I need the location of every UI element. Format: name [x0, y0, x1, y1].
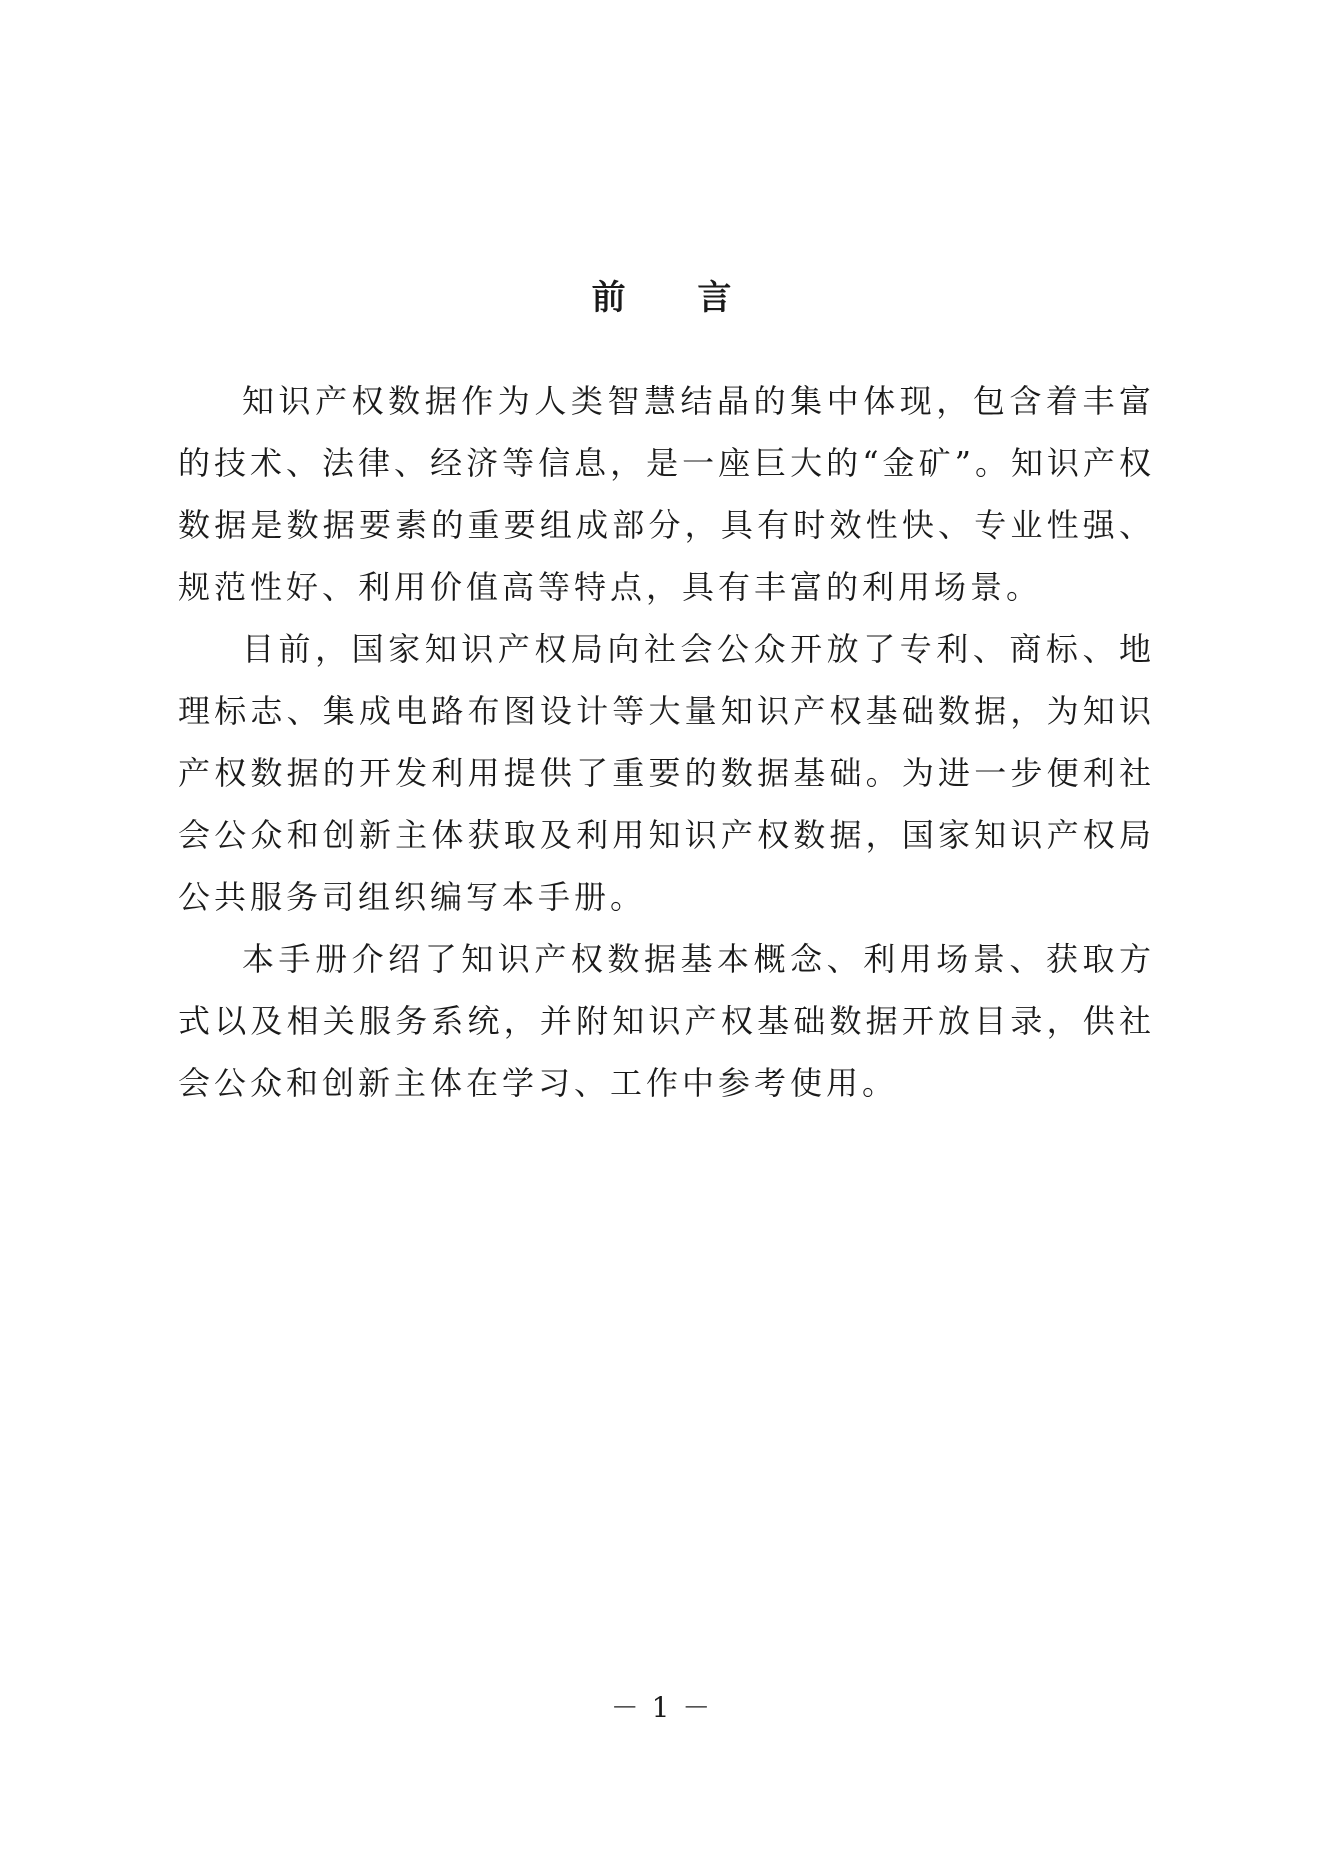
page-title: 前 言	[591, 277, 762, 318]
paragraph-3: 本手册介绍了知识产权数据基本概念、利用场景、获取方式以及相关服务系统，并附知识产权基础数据开放目录，供社会公众和创新主体在学习、工作中参考使用。	[178, 940, 1155, 1102]
paragraph-1: 知识产权数据作为人类智慧结晶的集中体现，包含着丰富的技术、法律、经济等信息，是一座巨大的“金矿”。知识产权数据是数据要素的重要组成部分，具有时效性快、专业性强、规范性好、利用价值高等特点，具有丰富的利用场景。	[178, 382, 1155, 606]
page-number: － 1 －	[610, 1691, 713, 1724]
preface-body	[178, 370, 1155, 1114]
paragraph-2: 目前，国家知识产权局向社会公众开放了专利、商标、地理标志、集成电路布图设计等大量知识产权基础数据，为知识产权数据的开发利用提供了重要的数据基础。为进一步便利社会公众和创新主体获取及利用知识产权数据，国家知识产权局公共服务司组织编写本手册。	[178, 630, 1155, 916]
